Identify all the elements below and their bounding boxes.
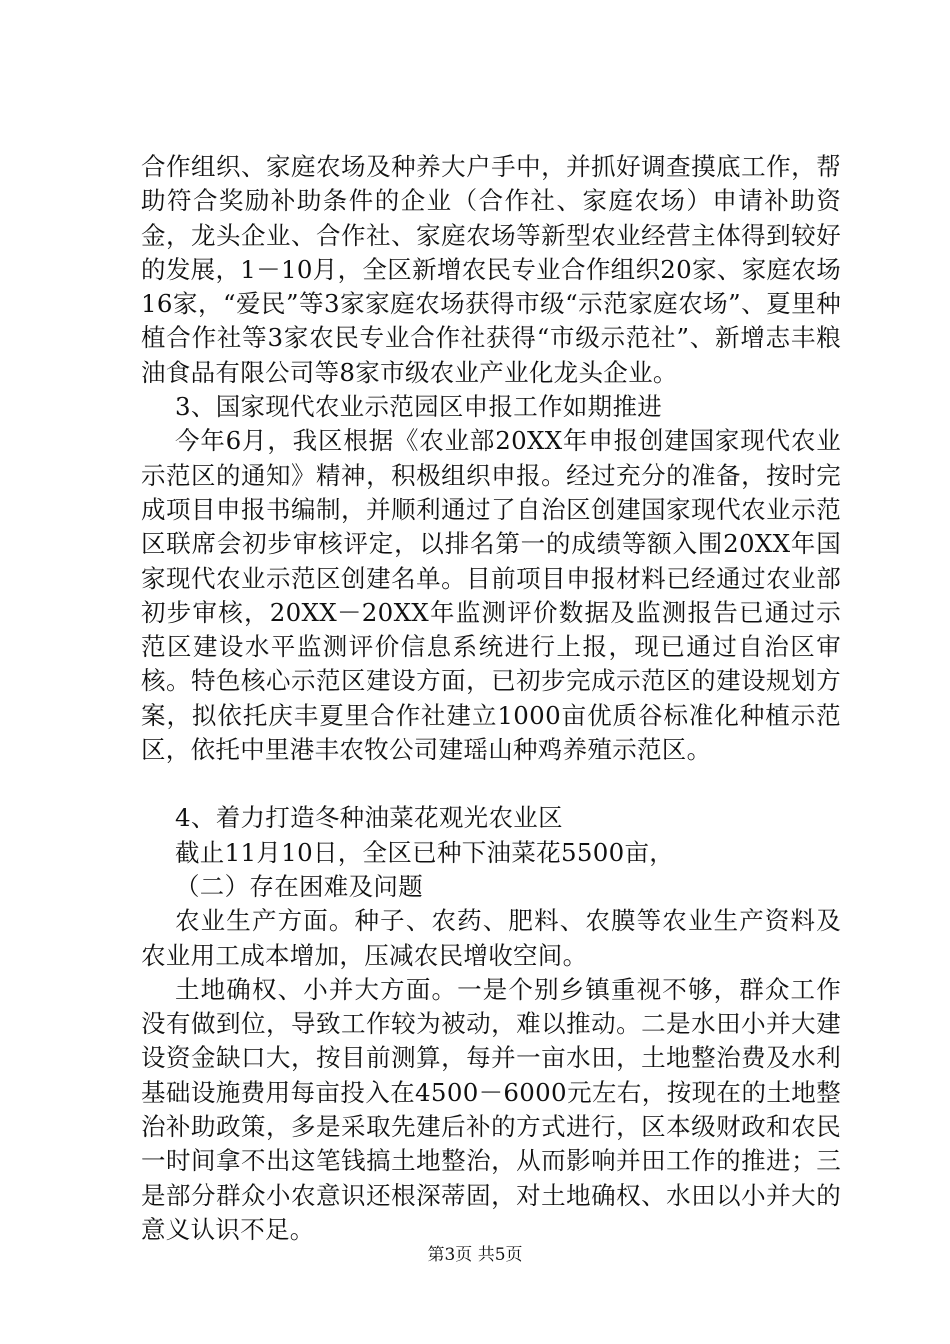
paragraph-demo-zone-application: 今年6月，我区根据《农业部20XX年申报创建国家现代农业示范区的通知》精神，积极组织申报。经过充分的准备，按时完成项目申报书编制，并顺利通过了自治区创建国家现代农业示范区联席会初步审核评定，以排名第一的成绩等额入围20XX年国家现代农业示范区创建名单。目前项目申报材料已经通过农业部初步审核，20XX－20XX年监测评价数据及监测报告已通过示范区建设水平监测评价信息系统进行上报，现已通过自治区审核。特色核心示范区建设方面，已初步完成示范区的建设规划方案，拟依托庆丰夏里合作社建立1000亩优质谷标准化种植示范区，依托中里港丰农牧公司建瑶山种鸡养殖示范区。 [141, 426, 841, 765]
heading-difficulties: （二）存在困难及问题 [175, 871, 423, 901]
paragraph-gap [141, 767, 841, 801]
heading-rapeseed-tourism: 4、着力打造冬种油菜花观光农业区 [175, 803, 563, 833]
paragraph-land-rights: 土地确权、小并大方面。一是个别乡镇重视不够，群众工作没有做到位，导致工作较为被动，难以推动。二是水田小并大建设资金缺口大，按目前测算，每并一亩水田，土地整治费及水利基础设施费用每亩投入在4500－6000元左右，按现在的土地整治补助政策，多是采取先建后补的方式进行，区本级财政和农民一时间拿不出这笔钱搞土地整治，从而影响并田工作的推进；三是部分群众小农意识还根深蒂固，对土地确权、水田以小并大的意义认识不足。 [141, 974, 841, 1244]
paragraph-rapeseed-planting: 截止11月10日，全区已种下油菜花5500亩， [175, 837, 675, 867]
paragraph-agricultural-production: 农业生产方面。种子、农药、肥料、农膜等农业生产资料及农业用工成本增加，压减农民增收空间。 [141, 906, 841, 970]
page-number-footer: 第3页 共5页 [427, 1245, 523, 1265]
heading-demo-zone-application: 3、国家现代农业示范园区申报工作如期推进 [175, 392, 663, 422]
paragraph-cooperatives: 合作组织、家庭农场及种养大户手中，并抓好调查摸底工作，帮助符合奖励补助条件的企业（合作社、家庭农场）申请补助资金，龙头企业、合作社、家庭农场等新型农业经营主体得到较好的发展，1－10月，全区新增农民专业合作组织20家、家庭农场16家，“爱民”等3家家庭农场获得市级“示范家庭农场”、夏里种植合作社等3家农民专业合作社获得“市级示范社”、新增志丰粮油食品有限公司等8家市级农业产业化龙头企业。 [141, 152, 841, 387]
document-body [141, 150, 841, 1247]
